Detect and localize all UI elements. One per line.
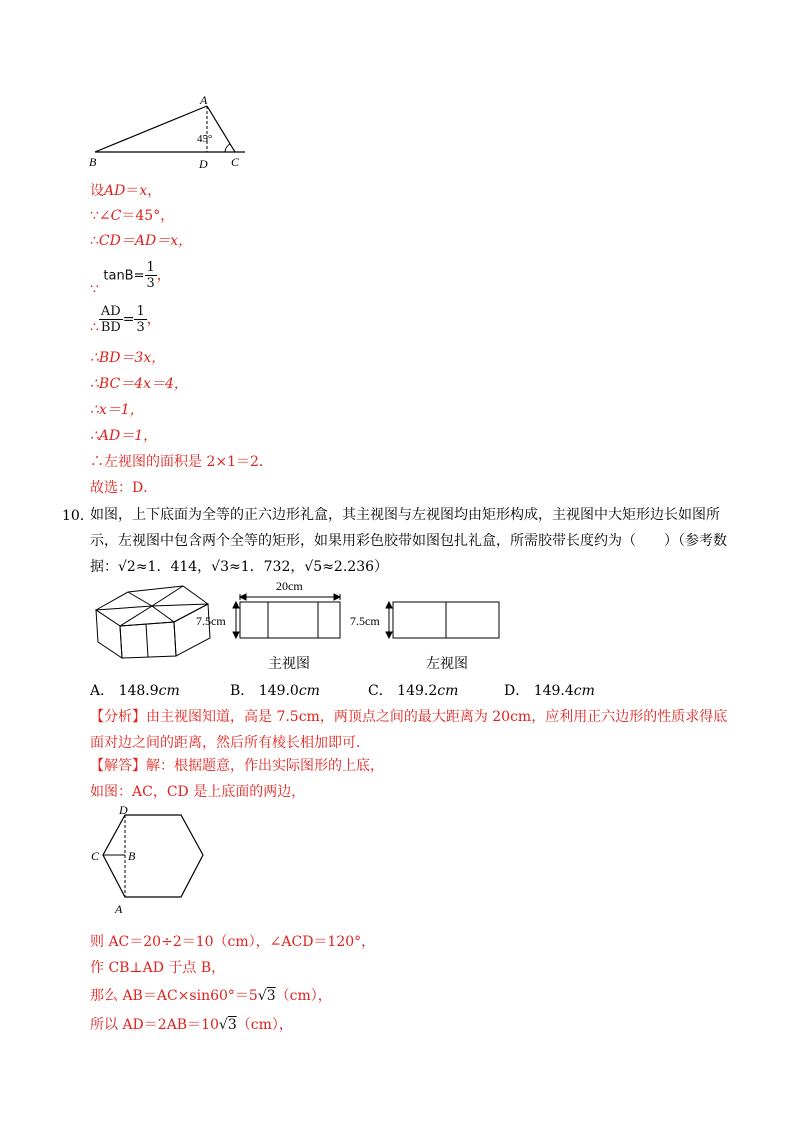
option-c[interactable]: C． 149.2cm (368, 683, 459, 699)
solution-step-1: 则 AC＝20÷2＝10（cm），∠ACD＝120°， (90, 934, 376, 950)
option-a[interactable]: A． 148.9cm (90, 683, 180, 699)
side-view (386, 602, 499, 638)
sol9-line-5: ∴ $\frac{AD}{BD}$ = $\frac{1}{3}$ ， (90, 304, 161, 336)
question-number: 10． (62, 508, 94, 524)
sol9-line-8: ∴x＝1， (90, 402, 144, 418)
sol9-line-3: ∴CD＝AD＝x， (90, 233, 193, 249)
option-d[interactable]: D． 149.4cm (504, 683, 595, 699)
analysis-block: 【分析】由主视图知道，高是 7.5cm，两顶点之间的最大距离为 20cm，应利用正六边形的性质求得底面对边之间的距离，然后所有棱长相加即可． (90, 709, 728, 751)
front-view-caption: 主视图 (268, 656, 310, 672)
sol9-line-9: ∴AD＝1， (90, 428, 158, 444)
sol9-answer: 故选：D． (90, 480, 158, 496)
solution-step-2: 作 CB⊥AD 于点 B， (90, 960, 226, 976)
sol9-line-6: ∴BD＝3x， (90, 350, 166, 366)
label-C: C (231, 155, 240, 169)
label-A: A (200, 93, 208, 107)
side-view-caption: 左视图 (426, 656, 468, 672)
option-b[interactable]: B． 149.0cm (230, 683, 320, 699)
front-height-label: 7.5cm (196, 614, 226, 628)
sol9-line-7: ∴BC＝4x＝4， (90, 376, 188, 392)
side-height-label: 7.5cm (350, 614, 380, 628)
solution-step-4: 所以 AD＝2AB＝10√3（cm）， (90, 1017, 293, 1033)
hexagon-figure (85, 805, 215, 923)
triangle-figure (85, 92, 255, 172)
solution-desc: 如图：AC，CD 是上底面的两边， (90, 784, 306, 800)
solution-step-3: 那么 AB＝AC×sin60°＝5√3（cm）， (90, 988, 332, 1004)
hex-label-C: C (91, 849, 100, 863)
width-label: 20cm (276, 579, 303, 593)
angle-label: 45° (197, 133, 213, 145)
hex-box-3d (96, 586, 210, 658)
question-text: 如图，上下底面为全等的正六边形礼盒，其主视图与左视图均由矩形构成，主视图中大矩形边长如图所示，左视图中包含两个全等的矩形，如果用彩色胶带如图包扎礼盒，所需胶带长度约为（ ）（参考数据：√2≈1．414，√3≈1．732，√5≈2.236） (90, 507, 727, 575)
front-view (233, 594, 340, 638)
sol9-line-10: ∴左视图的面积是 2×1＝2． (90, 454, 273, 470)
sol9-line-4: ∵ tanB= $\frac{1}{3}$ ， (90, 260, 171, 298)
hex-label-A: A (115, 902, 123, 916)
label-B: B (89, 155, 97, 169)
solution-intro: 【解答】解：根据题意，作出实际图形的上底， (90, 758, 384, 774)
hex-label-B: B (128, 849, 136, 863)
sol9-line-1: 设AD＝x， (90, 183, 162, 199)
hex-label-D: D (119, 805, 128, 817)
sol9-line-2: ∵∠C＝45°， (90, 208, 175, 224)
label-D: D (199, 157, 208, 171)
